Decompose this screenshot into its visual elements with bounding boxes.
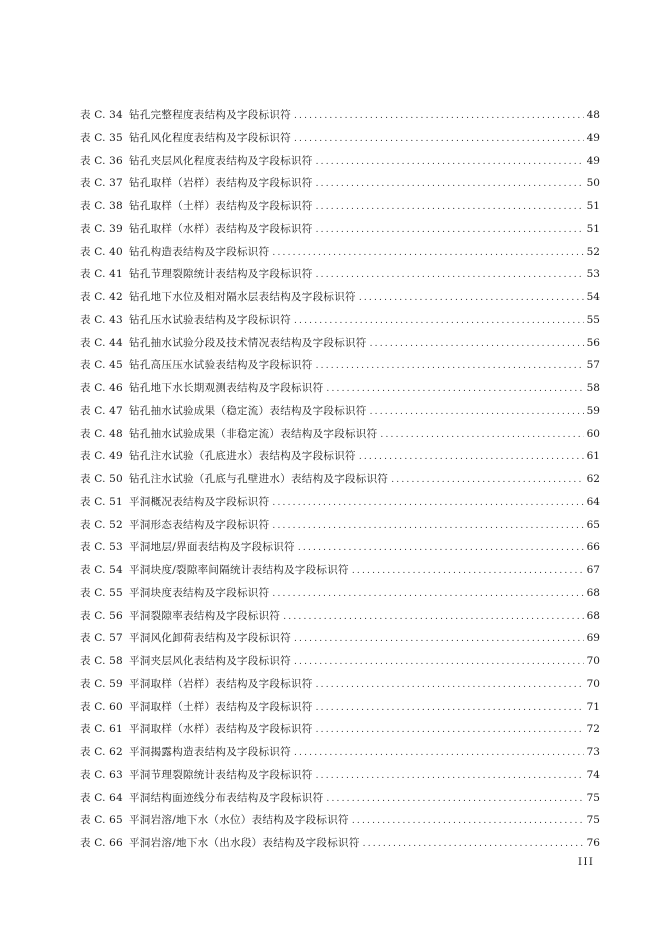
toc-entry[interactable] xyxy=(80,400,600,423)
toc-entry[interactable] xyxy=(80,809,600,832)
toc-entry-title: 钻孔压水试验表结构及字段标识符 xyxy=(129,313,291,326)
toc-entry-page: 67 xyxy=(586,564,600,576)
toc-entry[interactable] xyxy=(80,741,600,764)
toc-leader-dots xyxy=(326,378,583,401)
toc-entry-title: 钻孔节理裂隙统计表结构及字段标识符 xyxy=(129,268,313,281)
toc-entry-number: 表 C. 45 xyxy=(80,359,123,372)
toc-entry[interactable] xyxy=(80,445,600,468)
toc-leader-dots xyxy=(316,765,584,788)
toc-entry[interactable] xyxy=(80,832,600,855)
toc-entry-title: 钻孔注水试验（孔底进水）表结构及字段标识符 xyxy=(129,450,356,463)
toc-entry[interactable] xyxy=(80,491,600,514)
toc-leader-dots xyxy=(359,287,584,310)
toc-entry[interactable] xyxy=(80,468,600,491)
toc-entry-number: 表 C. 65 xyxy=(80,814,123,827)
toc-entry-page: 68 xyxy=(586,609,600,622)
toc-entry[interactable] xyxy=(80,195,600,218)
table-of-contents xyxy=(80,104,600,855)
toc-entry-page: 75 xyxy=(586,791,600,804)
toc-leader-dots xyxy=(294,651,584,674)
toc-entry-title: 平洞夹层风化表结构及字段标识符 xyxy=(129,655,291,667)
toc-leader-dots xyxy=(359,446,584,469)
toc-entry[interactable] xyxy=(80,718,600,741)
page-number: III xyxy=(578,857,595,868)
toc-entry-number: 表 C. 64 xyxy=(80,791,123,804)
toc-entry-title: 钻孔取样（岩样）表结构及字段标识符 xyxy=(129,177,313,190)
toc-entry-number: 表 C. 36 xyxy=(80,154,123,167)
toc-leader-dots xyxy=(316,674,584,697)
toc-entry-number: 表 C. 57 xyxy=(80,632,123,645)
toc-entry-number: 表 C. 56 xyxy=(80,609,123,622)
toc-leader-dots xyxy=(294,742,584,765)
toc-entry-page: 74 xyxy=(586,768,600,781)
toc-entry-title: 平洞取样（土样）表结构及字段标识符 xyxy=(129,700,313,713)
toc-entry-page: 55 xyxy=(586,313,600,326)
toc-entry[interactable] xyxy=(80,309,600,332)
toc-entry-number: 表 C. 44 xyxy=(80,336,123,349)
toc-leader-dots xyxy=(294,128,584,151)
toc-entry[interactable] xyxy=(80,536,600,559)
toc-entry[interactable] xyxy=(80,354,600,377)
toc-entry-page: 51 xyxy=(586,200,600,212)
toc-entry-number: 表 C. 59 xyxy=(80,677,123,690)
toc-entry[interactable] xyxy=(80,218,600,241)
toc-entry-title: 平洞裂隙率表结构及字段标识符 xyxy=(129,609,281,622)
toc-entry-number: 表 C. 37 xyxy=(80,177,123,190)
toc-entry-number: 表 C. 43 xyxy=(80,313,123,326)
toc-leader-dots xyxy=(294,310,584,333)
toc-entry-number: 表 C. 48 xyxy=(80,427,123,440)
toc-leader-dots xyxy=(316,264,584,287)
toc-entry-number: 表 C. 40 xyxy=(80,245,123,258)
toc-entry-number: 表 C. 63 xyxy=(80,768,123,781)
toc-leader-dots xyxy=(316,173,584,196)
toc-leader-dots xyxy=(352,560,584,583)
toc-entry[interactable] xyxy=(80,423,600,446)
toc-entry-number: 表 C. 46 xyxy=(80,382,123,394)
toc-leader-dots xyxy=(272,583,583,606)
toc-entry-number: 表 C. 60 xyxy=(80,700,123,713)
toc-leader-dots xyxy=(294,628,584,651)
toc-leader-dots xyxy=(272,515,583,538)
toc-entry-title: 平洞风化卸荷表结构及字段标识符 xyxy=(129,632,291,645)
toc-entry[interactable] xyxy=(80,764,600,787)
toc-entry-title: 平洞岩溶/地下水（水位）表结构及字段标识符 xyxy=(129,814,349,827)
toc-entry-page: 51 xyxy=(586,222,600,235)
toc-leader-dots xyxy=(272,242,583,265)
toc-entry-title: 平洞块度表结构及字段标识符 xyxy=(129,586,270,599)
toc-entry-page: 53 xyxy=(586,268,600,281)
toc-entry-page: 70 xyxy=(586,677,600,690)
toc-entry-title: 钻孔取样（水样）表结构及字段标识符 xyxy=(129,222,313,235)
toc-entry-page: 62 xyxy=(586,473,600,485)
toc-entry-page: 71 xyxy=(586,700,600,713)
toc-entry-page: 60 xyxy=(586,427,600,440)
toc-leader-dots xyxy=(283,606,583,629)
toc-entry-number: 表 C. 51 xyxy=(80,495,123,508)
toc-entry-number: 表 C. 50 xyxy=(80,473,123,485)
toc-entry[interactable] xyxy=(80,127,600,150)
toc-entry-page: 54 xyxy=(586,291,600,303)
toc-leader-dots xyxy=(391,469,583,492)
toc-leader-dots xyxy=(326,788,583,811)
toc-entry-title: 钻孔地下水长期观测表结构及字段标识符 xyxy=(129,382,324,394)
toc-leader-dots xyxy=(316,697,584,720)
toc-entry-page: 66 xyxy=(586,541,600,554)
toc-entry-title: 钻孔取样（土样）表结构及字段标识符 xyxy=(129,200,313,212)
toc-leader-dots xyxy=(272,492,583,515)
toc-entry-number: 表 C. 34 xyxy=(80,109,123,121)
toc-entry[interactable] xyxy=(80,241,600,264)
toc-entry-number: 表 C. 55 xyxy=(80,586,123,599)
toc-leader-dots xyxy=(363,833,584,856)
toc-entry-number: 表 C. 62 xyxy=(80,746,123,758)
toc-entry-number: 表 C. 54 xyxy=(80,564,123,576)
toc-entry[interactable] xyxy=(80,605,600,628)
toc-leader-dots xyxy=(316,719,584,742)
toc-entry-page: 56 xyxy=(586,336,600,349)
toc-entry-title: 钻孔风化程度表结构及字段标识符 xyxy=(129,131,291,144)
toc-entry-number: 表 C. 35 xyxy=(80,131,123,144)
toc-entry-title: 平洞揭露构造表结构及字段标识符 xyxy=(129,746,291,758)
toc-entry-page: 64 xyxy=(586,495,600,508)
toc-entry-title: 钻孔高压压水试验表结构及字段标识符 xyxy=(129,359,313,372)
toc-entry[interactable] xyxy=(80,627,600,650)
toc-entry-title: 钻孔夹层风化程度表结构及字段标识符 xyxy=(129,154,313,167)
toc-entry-number: 表 C. 49 xyxy=(80,450,123,463)
toc-entry-page: 72 xyxy=(586,723,600,736)
toc-entry-page: 49 xyxy=(586,154,600,167)
toc-leader-dots xyxy=(380,424,583,447)
toc-entry-number: 表 C. 52 xyxy=(80,518,123,531)
toc-entry-number: 表 C. 53 xyxy=(80,541,123,554)
toc-entry-title: 平洞形态表结构及字段标识符 xyxy=(129,518,270,531)
toc-entry[interactable] xyxy=(80,263,600,286)
toc-leader-dots xyxy=(370,401,584,424)
toc-entry-title: 钻孔抽水试验成果（稳定流）表结构及字段标识符 xyxy=(129,404,367,417)
toc-entry-title: 平洞地层/界面表结构及字段标识符 xyxy=(129,541,295,554)
toc-entry-page: 69 xyxy=(586,632,600,645)
toc-entry-title: 钻孔构造表结构及字段标识符 xyxy=(129,245,270,258)
toc-entry-number: 表 C. 47 xyxy=(80,404,123,417)
toc-entry-title: 钻孔完整程度表结构及字段标识符 xyxy=(129,109,291,121)
toc-entry-title: 平洞块度/裂隙率间隔统计表结构及字段标识符 xyxy=(129,564,349,576)
toc-entry[interactable] xyxy=(80,696,600,719)
toc-entry-page: 49 xyxy=(586,131,600,144)
toc-entry-number: 表 C. 41 xyxy=(80,268,123,281)
toc-entry-page: 76 xyxy=(586,837,600,849)
toc-entry-page: 73 xyxy=(586,746,600,758)
toc-leader-dots xyxy=(316,151,584,174)
toc-entry-number: 表 C. 39 xyxy=(80,222,123,235)
toc-leader-dots xyxy=(294,105,584,128)
toc-entry[interactable] xyxy=(80,332,600,355)
toc-entry-page: 50 xyxy=(586,177,600,190)
toc-entry-page: 65 xyxy=(586,518,600,531)
toc-entry[interactable] xyxy=(80,582,600,605)
toc-entry-title: 钻孔抽水试验成果（非稳定流）表结构及字段标识符 xyxy=(129,427,378,440)
toc-entry-number: 表 C. 38 xyxy=(80,200,123,212)
toc-entry[interactable] xyxy=(80,104,600,127)
toc-entry-page: 70 xyxy=(586,655,600,667)
toc-entry-title: 钻孔注水试验（孔底与孔壁进水）表结构及字段标识符 xyxy=(129,473,389,485)
toc-entry[interactable] xyxy=(80,787,600,810)
toc-entry[interactable] xyxy=(80,514,600,537)
toc-entry[interactable] xyxy=(80,559,600,582)
toc-entry-number: 表 C. 42 xyxy=(80,291,123,303)
toc-entry-title: 平洞节理裂隙统计表结构及字段标识符 xyxy=(129,768,313,781)
toc-entry-page: 75 xyxy=(586,814,600,827)
toc-leader-dots xyxy=(352,810,584,833)
toc-entry-title: 钻孔地下水位及相对隔水层表结构及字段标识符 xyxy=(129,291,356,303)
toc-entry-title: 平洞取样（水样）表结构及字段标识符 xyxy=(129,723,313,736)
toc-leader-dots xyxy=(316,219,584,242)
toc-entry-number: 表 C. 61 xyxy=(80,723,123,736)
toc-entry-page: 61 xyxy=(586,450,600,463)
toc-entry[interactable] xyxy=(80,172,600,195)
toc-leader-dots xyxy=(370,333,584,356)
toc-leader-dots xyxy=(316,196,584,219)
toc-entry-title: 平洞概况表结构及字段标识符 xyxy=(129,495,270,508)
toc-entry-title: 平洞取样（岩样）表结构及字段标识符 xyxy=(129,677,313,690)
toc-entry[interactable] xyxy=(80,286,600,309)
toc-entry-number: 表 C. 66 xyxy=(80,837,123,849)
toc-entry-page: 58 xyxy=(586,382,600,394)
toc-entry-title: 钻孔抽水试验分段及技术情况表结构及字段标识符 xyxy=(129,336,367,349)
toc-entry[interactable] xyxy=(80,673,600,696)
toc-leader-dots xyxy=(298,537,584,560)
toc-entry-page: 48 xyxy=(586,109,600,121)
toc-entry-page: 57 xyxy=(586,359,600,372)
toc-entry-number: 表 C. 58 xyxy=(80,655,123,667)
toc-entry-page: 59 xyxy=(586,404,600,417)
toc-entry-page: 52 xyxy=(586,245,600,258)
toc-entry[interactable] xyxy=(80,650,600,673)
toc-leader-dots xyxy=(316,355,584,378)
toc-entry-page: 68 xyxy=(586,586,600,599)
toc-entry[interactable] xyxy=(80,377,600,400)
toc-entry-title: 平洞结构面迹线分布表结构及字段标识符 xyxy=(129,791,324,804)
toc-entry-title: 平洞岩溶/地下水（出水段）表结构及字段标识符 xyxy=(129,837,360,849)
toc-entry[interactable] xyxy=(80,150,600,173)
